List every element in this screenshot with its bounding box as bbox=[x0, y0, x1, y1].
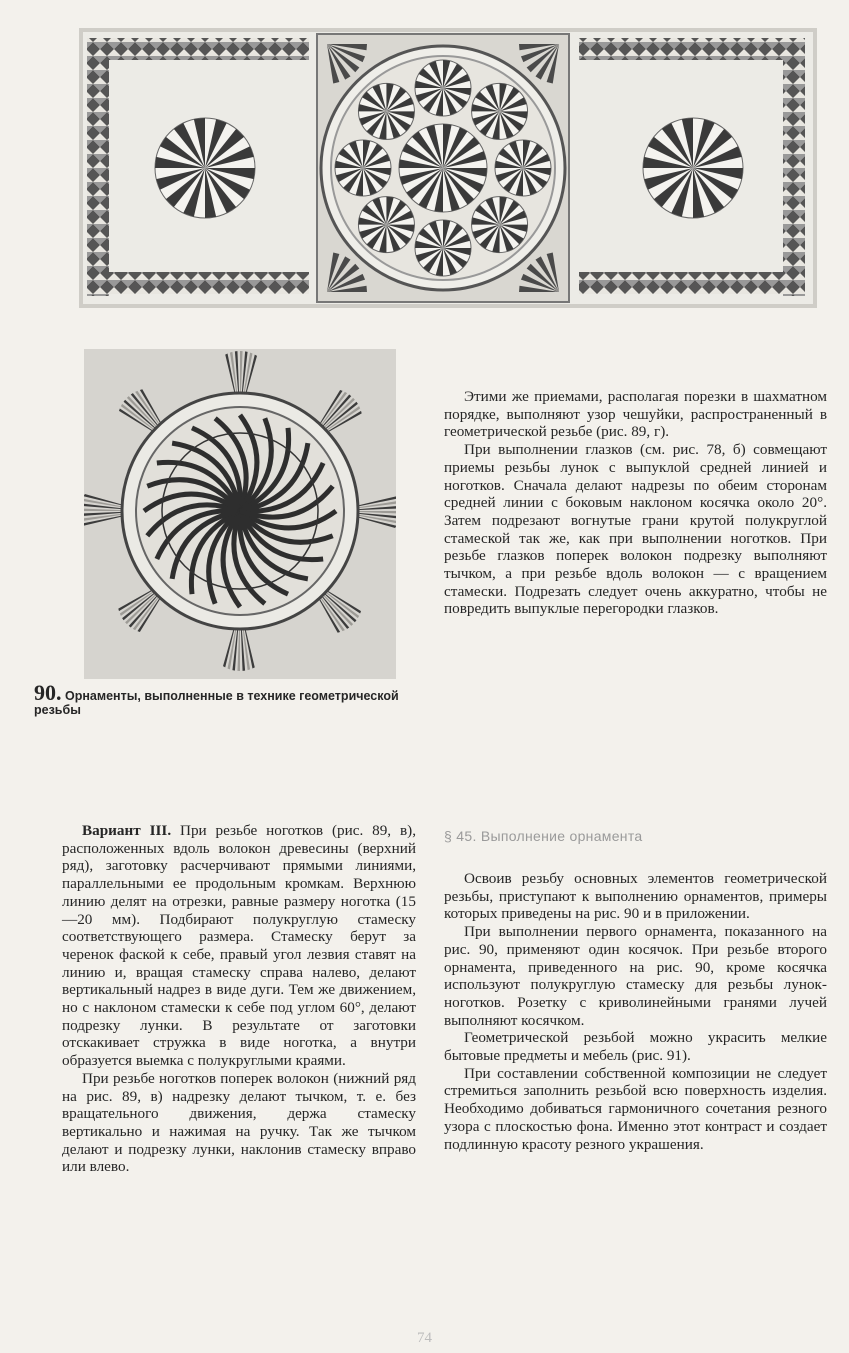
left-column-text bbox=[62, 822, 416, 1176]
paragraph bbox=[62, 822, 416, 1070]
round-ornament-photo bbox=[84, 349, 396, 679]
section-heading: § 45. Выполнение орнамента bbox=[444, 828, 643, 844]
right-column-text bbox=[444, 870, 827, 1153]
paragraph: Этими же приемами, располагая порезки в шахматном порядке, выполняют узор чешуйки, распространенный в геометрической резьбе (рис. 89, г). bbox=[444, 388, 827, 441]
figure-number: 90. bbox=[34, 680, 62, 705]
paragraph: При выполнении первого орнамента, показанного на рис. 90, применяют один косячок. При резьбе второго орнамента, приведенного на рис. 90, кроме косячка используют полукруглую стамеску для резьбы лунок-ноготков. Розетку с криволинейными гранями лучей выполняют косячком. bbox=[444, 923, 827, 1029]
variant-label: Вариант III. bbox=[82, 822, 172, 839]
paragraph: Освоив резьбу основных элементов геометрической резьбы, приступают к выполнению орнаментов, примеры которых приведены на рис. 90 и в приложении. bbox=[444, 870, 827, 923]
right-top-text bbox=[444, 388, 827, 618]
paragraph: При выполнении глазков (см. рис. 78, б) совмещают приемы резьбы лунок с выпуклой средней линией и ноготков. Сначала делают надрезы по обеим сторонам средней линии с боковым наклоном косячка около 20°. Затем подрезают вогнутые грани крутой полукруглой стамеской так же, как при выполнении ноготков. При резьбе глазков поперек волокон подрезку выполняют тычком, а при резьбе вдоль волокон — с вращением стамески. Подрезать следует очень аккуратно, чтобы не повредить выпуклые перегородки глазков. bbox=[444, 441, 827, 618]
paragraph: При резьбе ноготков поперек волокон (нижний ряд на рис. 89, в) надрезку делают тычком, т. е. без вращательного движения, держа стамеску вертикально и нажимая на ручку. Так же тычком делают и подрезку лунки, наклонив стамеску вправо или влево. bbox=[62, 1069, 416, 1176]
page-number: 74 bbox=[417, 1330, 432, 1346]
variant-text: При резьбе ноготков (рис. 89, в), расположенных вдоль волокон древесины (верхний ряд), заготовку расчерчивают прямыми линиями, параллельными ее продольным кромкам. Верхнюю линию делят на отрезки, равные размеру ноготка (15—20 мм). Подбирают полукруглую стамеску соответствующего размера. Стамеску берут за черенок фаской к себе, правый угол лезвия ставят на линию и, вращая стамеску справа налево, делают вертикальный надрез в виде дуги. Тем же движением, но с наклоном стамески к себе под углом 60°, делают подрезку лунки. В результате от заготовки отскакивает стружка в виде ноготка, а внутри образуется выемка с полукруглыми краями. bbox=[62, 822, 416, 1070]
figure-caption bbox=[34, 680, 426, 717]
figure-caption-text: Орнаменты, выполненные в технике геометрической резьбы bbox=[34, 689, 399, 717]
carved-panel-photo bbox=[79, 28, 817, 308]
paragraph: При составлении собственной композиции не следует стремиться заполнить резьбой всю поверхность изделия. Необходимо добиваться гармоничного сочетания резного узора с плоскостью фона. Именно этот контраст и создает подлинную красоту резного украшения. bbox=[444, 1064, 827, 1153]
paragraph: Геометрической резьбой можно украсить мелкие бытовые предметы и мебель (рис. 91). bbox=[444, 1029, 827, 1065]
